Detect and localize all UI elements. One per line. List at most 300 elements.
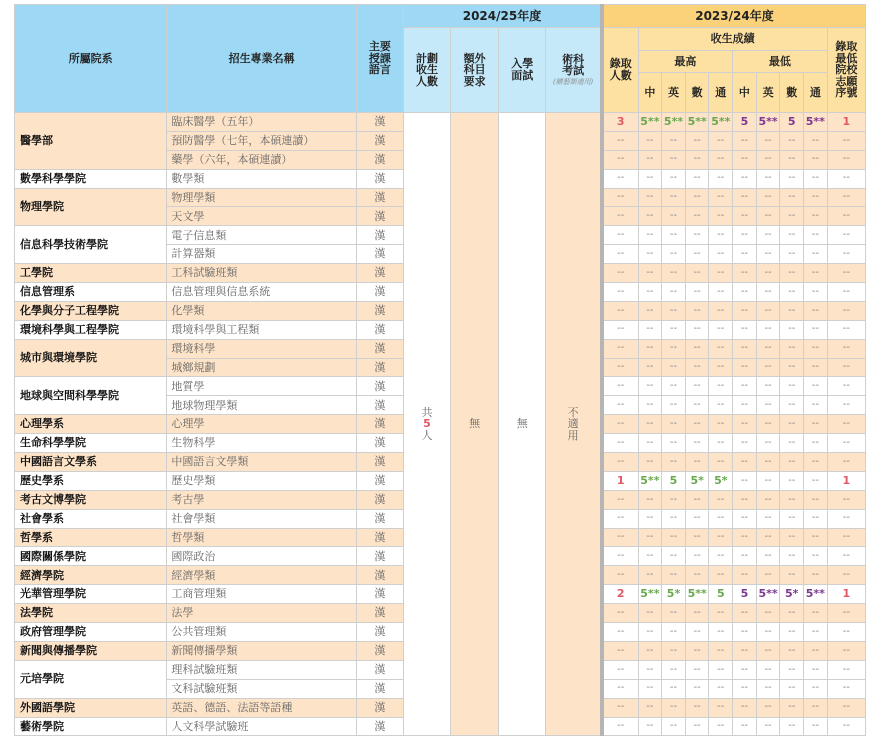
score-cell: -- [780,641,804,660]
admitted-cell: 1 [602,471,638,490]
score-cell: -- [685,226,709,245]
language-cell: 漢 [356,264,403,283]
faculty-cell: 地球與空間科學學院 [15,377,167,415]
score-cell: -- [780,396,804,415]
admitted-cell: -- [602,283,638,302]
min-choice-cell: -- [827,528,865,547]
score-cell: -- [780,301,804,320]
score-cell: -- [662,641,686,660]
planned-intake-cell [403,113,450,736]
faculty-cell: 政府管理學院 [15,623,167,642]
score-cell: 5 [733,585,757,604]
programme-cell: 國際政治 [167,547,356,566]
score-cell: -- [662,358,686,377]
faculty-cell: 經濟學院 [15,566,167,585]
language-cell: 漢 [356,434,403,453]
score-cell: -- [733,358,757,377]
score-cell: -- [638,434,662,453]
header-min-choice [827,28,865,113]
score-cell: -- [733,679,757,698]
score-cell: -- [638,226,662,245]
score-cell: -- [662,660,686,679]
score-cell: -- [804,509,828,528]
score-cell: -- [804,264,828,283]
programme-cell: 工科試驗班類 [167,264,356,283]
score-cell: -- [756,415,780,434]
score-cell: -- [733,301,757,320]
faculty-cell: 國際關係學院 [15,547,167,566]
programme-cell: 天文學 [167,207,356,226]
score-cell: -- [662,698,686,717]
min-choice-cell: -- [827,150,865,169]
score-cell: -- [780,415,804,434]
score-cell: -- [685,490,709,509]
score-cell: -- [709,226,733,245]
score-cell: -- [804,415,828,434]
header-lowest: 最低 [733,51,828,73]
min-choice-cell: -- [827,131,865,150]
score-cell: -- [638,490,662,509]
programme-cell: 公共管理類 [167,623,356,642]
score-cell: 5** [638,471,662,490]
score-cell: -- [804,339,828,358]
table-row [15,113,866,132]
planned-number: 5 [423,417,431,431]
score-cell: -- [638,264,662,283]
score-cell: -- [780,358,804,377]
score-cell: -- [662,150,686,169]
language-cell: 漢 [356,509,403,528]
score-cell: -- [780,283,804,302]
admitted-cell: -- [602,377,638,396]
score-cell: -- [780,339,804,358]
programme-cell: 工商管理類 [167,585,356,604]
programme-cell: 信息管理與信息系統 [167,283,356,302]
score-cell: -- [756,660,780,679]
score-cell: -- [709,679,733,698]
header-year-previous: 2023/24年度 [602,5,866,28]
score-cell: -- [685,188,709,207]
score-cell: 5* [662,585,686,604]
min-choice-cell: -- [827,226,865,245]
score-cell: -- [638,415,662,434]
faculty-cell: 數學科學學院 [15,169,167,188]
score-cell: -- [685,283,709,302]
min-choice-cell: -- [827,698,865,717]
min-choice-cell: -- [827,264,865,283]
programme-cell: 經濟學類 [167,566,356,585]
faculty-cell: 外國語學院 [15,698,167,717]
score-cell: -- [638,623,662,642]
score-cell: -- [709,415,733,434]
score-cell: -- [733,698,757,717]
admitted-cell: -- [602,131,638,150]
score-cell: -- [780,566,804,585]
programme-cell: 計算器類 [167,245,356,264]
min-choice-cell: -- [827,660,865,679]
faculty-cell: 心理學系 [15,415,167,434]
score-cell: -- [638,131,662,150]
score-cell: 5* [780,585,804,604]
score-cell: 5 [733,113,757,132]
faculty-cell: 信息科學技術學院 [15,226,167,264]
score-cell: -- [804,169,828,188]
score-cell: -- [804,471,828,490]
admitted-cell: -- [602,150,638,169]
score-cell: -- [804,226,828,245]
score-cell: -- [780,453,804,472]
score-cell: 5** [756,585,780,604]
score-cell: -- [662,264,686,283]
score-cell: -- [756,226,780,245]
header-faculty: 所屬院系 [15,5,167,113]
score-cell: -- [638,717,662,736]
score-cell: -- [733,283,757,302]
score-cell: -- [662,623,686,642]
min-choice-cell: -- [827,207,865,226]
score-cell: -- [756,547,780,566]
score-cell: -- [756,698,780,717]
language-cell: 漢 [356,528,403,547]
programme-cell: 物理學類 [167,188,356,207]
score-cell: -- [662,245,686,264]
score-cell: -- [804,396,828,415]
min-choice-cell: -- [827,245,865,264]
programme-cell: 新聞傳播學類 [167,641,356,660]
language-cell: 漢 [356,604,403,623]
language-cell: 漢 [356,547,403,566]
score-cell: -- [709,528,733,547]
language-cell: 漢 [356,339,403,358]
score-cell: -- [662,547,686,566]
score-cell: -- [709,131,733,150]
score-cell: -- [709,339,733,358]
score-cell: -- [662,566,686,585]
score-cell: -- [756,169,780,188]
language-cell: 漢 [356,283,403,302]
score-cell: -- [638,283,662,302]
score-cell: -- [756,150,780,169]
score-cell: -- [780,490,804,509]
score-cell: -- [709,566,733,585]
admitted-cell: -- [602,698,638,717]
min-choice-cell: -- [827,301,865,320]
score-cell: -- [756,453,780,472]
planned-suffix: 人 [421,428,433,442]
admitted-cell: -- [602,434,638,453]
score-cell: -- [709,509,733,528]
score-cell: -- [638,245,662,264]
language-cell: 漢 [356,396,403,415]
score-cell: -- [685,660,709,679]
faculty-cell: 醫學部 [15,113,167,170]
score-cell: -- [709,717,733,736]
score-cell: -- [662,283,686,302]
score-cell: -- [662,509,686,528]
min-choice-cell: -- [827,717,865,736]
score-cell: -- [662,434,686,453]
score-cell: 5* [709,471,733,490]
score-cell: -- [756,245,780,264]
score-cell: -- [780,604,804,623]
score-cell: -- [685,547,709,566]
header-programme: 招生專業名稱 [167,5,356,113]
header-subject-high-0: 中 [638,73,662,113]
min-choice-cell: -- [827,641,865,660]
score-cell: 5** [756,113,780,132]
score-cell: -- [733,226,757,245]
header-language-text: 主要授課語言 [368,40,391,77]
score-cell: -- [709,623,733,642]
faculty-cell: 化學與分子工程學院 [15,301,167,320]
score-cell: -- [638,188,662,207]
score-cell: -- [804,604,828,623]
min-choice-cell: -- [827,377,865,396]
faculty-cell: 環境科學與工程學院 [15,320,167,339]
score-cell: -- [804,547,828,566]
score-cell: -- [685,264,709,283]
min-choice-cell: -- [827,169,865,188]
score-cell: -- [733,188,757,207]
header-extra-subjects [451,28,499,113]
score-cell: -- [685,207,709,226]
score-cell: -- [638,169,662,188]
programme-cell: 電子信息類 [167,226,356,245]
admitted-cell: -- [602,415,638,434]
admitted-cell: -- [602,245,638,264]
programme-cell: 中國語言文學類 [167,453,356,472]
score-cell: -- [733,471,757,490]
language-cell: 漢 [356,660,403,679]
score-cell: -- [733,169,757,188]
score-cell: -- [780,660,804,679]
admitted-cell: -- [602,623,638,642]
admitted-cell: -- [602,679,638,698]
score-cell: -- [685,453,709,472]
faculty-cell: 藝術學院 [15,717,167,736]
language-cell: 漢 [356,245,403,264]
faculty-cell: 社會學系 [15,509,167,528]
score-cell: -- [733,453,757,472]
score-cell: -- [685,301,709,320]
admitted-cell: -- [602,453,638,472]
score-cell: -- [709,604,733,623]
score-cell: -- [756,717,780,736]
score-cell: -- [804,320,828,339]
score-cell: -- [780,623,804,642]
score-cell: -- [685,528,709,547]
min-choice-cell: -- [827,339,865,358]
score-cell: -- [804,641,828,660]
score-cell: -- [685,245,709,264]
min-choice-cell: 1 [827,585,865,604]
faculty-cell: 歷史學系 [15,471,167,490]
score-cell: -- [780,169,804,188]
language-cell: 漢 [356,358,403,377]
score-cell: -- [756,301,780,320]
score-cell: -- [804,131,828,150]
score-cell: 5 [780,113,804,132]
header-skill-test-text: 術科考試 [562,52,585,78]
score-cell: -- [662,717,686,736]
score-cell: -- [685,434,709,453]
score-cell: -- [733,377,757,396]
score-cell: -- [685,679,709,698]
min-choice-cell: -- [827,566,865,585]
language-cell: 漢 [356,717,403,736]
score-cell: -- [756,339,780,358]
language-cell: 漢 [356,188,403,207]
score-cell: -- [638,358,662,377]
admitted-cell: 2 [602,585,638,604]
header-interview [499,28,546,113]
admitted-cell: 3 [602,113,638,132]
min-choice-cell: -- [827,396,865,415]
faculty-cell: 考古文博學院 [15,490,167,509]
score-cell: -- [709,660,733,679]
admission-table-container [14,4,866,736]
score-cell: -- [685,131,709,150]
programme-cell: 臨床醫學（五年） [167,113,356,132]
language-cell: 漢 [356,113,403,132]
score-cell: -- [662,301,686,320]
score-cell: -- [662,679,686,698]
admitted-cell: -- [602,717,638,736]
score-cell: -- [638,377,662,396]
admitted-cell: -- [602,396,638,415]
score-cell: -- [638,528,662,547]
score-cell: -- [756,623,780,642]
score-cell: -- [685,566,709,585]
score-cell: -- [733,264,757,283]
score-cell: 5 [662,471,686,490]
score-cell: -- [756,396,780,415]
score-cell: -- [638,339,662,358]
score-cell: -- [733,509,757,528]
language-cell: 漢 [356,490,403,509]
language-cell: 漢 [356,679,403,698]
header-skill-test-note: (體藝類適用) [552,77,594,86]
header-planned-intake-text: 計劃收生人數 [416,51,438,88]
score-cell: -- [804,377,828,396]
faculty-cell: 新聞與傳播學院 [15,641,167,660]
score-cell: -- [780,377,804,396]
score-cell: -- [804,490,828,509]
score-cell: -- [638,698,662,717]
score-cell: -- [780,188,804,207]
score-cell: -- [756,490,780,509]
score-cell: -- [733,396,757,415]
header-planned-intake [403,28,450,113]
score-cell: -- [756,604,780,623]
score-cell: -- [709,547,733,566]
header-subject-low-1: 英 [756,73,780,113]
header-subject-low-3: 通 [804,73,828,113]
score-cell: -- [780,547,804,566]
score-cell: -- [709,434,733,453]
language-cell: 漢 [356,566,403,585]
score-cell: -- [662,490,686,509]
programme-cell: 環境科學與工程類 [167,320,356,339]
admitted-cell: -- [602,320,638,339]
faculty-cell: 元培學院 [15,660,167,698]
score-cell: -- [709,358,733,377]
score-cell: -- [733,566,757,585]
score-cell: -- [733,528,757,547]
score-cell: -- [709,207,733,226]
score-cell: -- [780,207,804,226]
language-cell: 漢 [356,226,403,245]
score-cell: -- [804,623,828,642]
planned-prefix: 共 [421,405,433,419]
score-cell: -- [638,301,662,320]
score-cell: -- [733,415,757,434]
score-cell: 5 [709,585,733,604]
faculty-cell: 信息管理系 [15,283,167,302]
admitted-cell: -- [602,207,638,226]
score-cell: -- [685,339,709,358]
score-cell: -- [780,150,804,169]
score-cell: -- [780,471,804,490]
faculty-cell: 法學院 [15,604,167,623]
programme-cell: 心理學 [167,415,356,434]
score-cell: -- [733,641,757,660]
programme-cell: 化學類 [167,301,356,320]
score-cell: -- [756,566,780,585]
score-cell: -- [756,207,780,226]
score-cell: -- [638,320,662,339]
header-skill-test [546,28,602,113]
score-cell: -- [733,623,757,642]
score-cell: -- [685,150,709,169]
score-cell: -- [638,396,662,415]
programme-cell: 地質學 [167,377,356,396]
score-cell: -- [804,717,828,736]
score-cell: -- [685,717,709,736]
programme-cell: 哲學類 [167,528,356,547]
min-choice-cell: -- [827,490,865,509]
score-cell: -- [685,415,709,434]
faculty-cell: 光華管理學院 [15,585,167,604]
score-cell: -- [780,131,804,150]
language-cell: 漢 [356,320,403,339]
interview-cell: 無 [499,113,546,736]
score-cell: -- [804,301,828,320]
admitted-cell: -- [602,547,638,566]
score-cell: -- [804,188,828,207]
min-choice-cell: -- [827,623,865,642]
min-choice-cell: 1 [827,471,865,490]
faculty-cell: 城市與環境學院 [15,339,167,377]
language-cell: 漢 [356,585,403,604]
score-cell: -- [804,679,828,698]
score-cell: -- [685,377,709,396]
header-highest: 最高 [638,51,733,73]
score-cell: -- [709,283,733,302]
score-cell: -- [662,453,686,472]
score-cell: -- [662,415,686,434]
min-choice-cell: -- [827,679,865,698]
score-cell: -- [685,604,709,623]
language-cell: 漢 [356,207,403,226]
score-cell: -- [662,604,686,623]
score-cell: -- [638,509,662,528]
score-cell: -- [662,226,686,245]
language-cell: 漢 [356,471,403,490]
header-min-choice-text: 錄取最低院校志願序號 [835,40,858,100]
min-choice-cell: -- [827,434,865,453]
score-cell: -- [709,150,733,169]
